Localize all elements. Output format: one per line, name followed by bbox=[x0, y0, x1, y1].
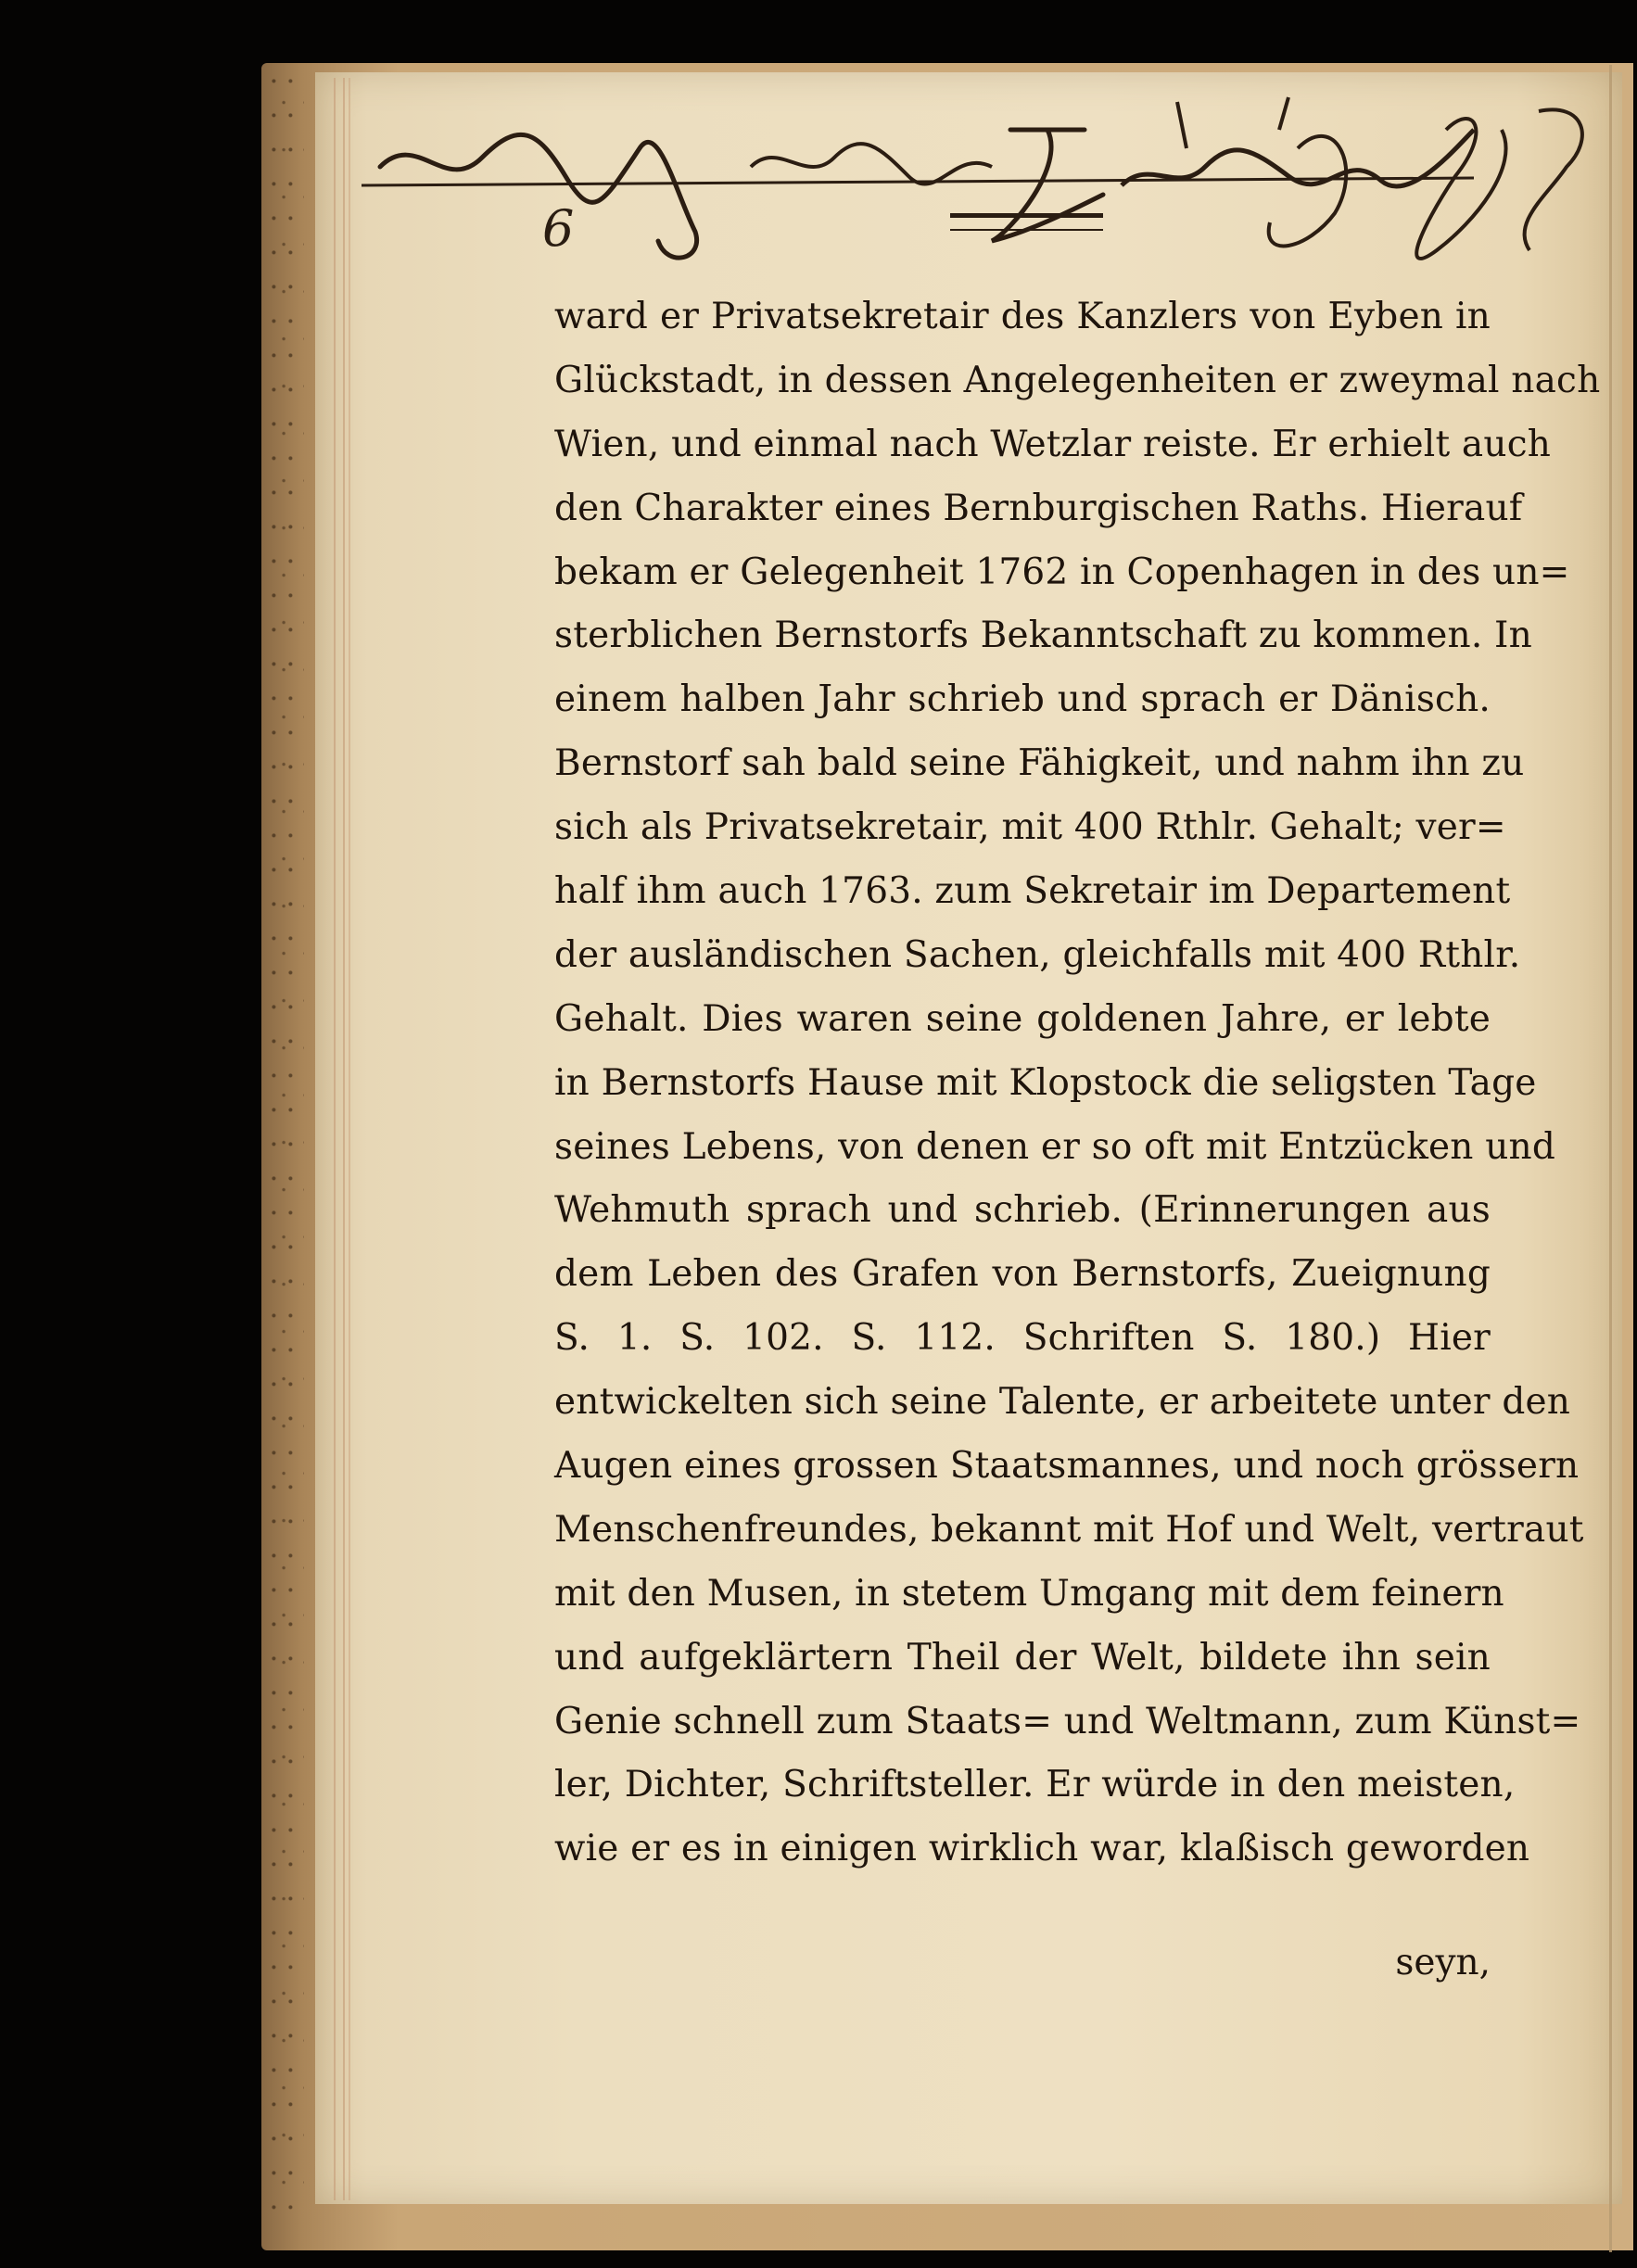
text-line: bekam er Gelegenheit 1762 in Copenhagen in des un= bbox=[554, 551, 1570, 593]
text-line: wie er es in einigen wirklich war, klaßisch geworden bbox=[554, 1828, 1530, 1870]
text-line: sich als Privatsekretair, mit 400 Rthlr. Gehalt; ver= bbox=[554, 806, 1506, 849]
text-line: Augen eines grossen Staatsmannes, und noch grössern bbox=[554, 1445, 1580, 1488]
catchword: seyn, bbox=[1395, 1942, 1491, 1983]
text-line: der ausländischen Sachen, gleichfalls mit 400 Rthlr. bbox=[554, 933, 1521, 976]
text-line: den Charakter eines Bernburgischen Raths. Hierauf bbox=[554, 487, 1523, 529]
page-number: 6 bbox=[542, 199, 575, 258]
text-line: Wehmuth sprach und schrieb. (Erinnerungen aus bbox=[554, 1189, 1491, 1232]
body-text bbox=[554, 289, 1601, 1885]
text-line: Wien, und einmal nach Wetzlar reiste. Er erhielt auch bbox=[554, 423, 1552, 465]
foxing-spots bbox=[269, 74, 304, 2224]
page-edge-lines bbox=[334, 78, 345, 2200]
text-line: Glückstadt, in dessen Angelegenheiten er zweymal nach bbox=[554, 359, 1601, 401]
text-line: ward er Privatsekretair des Kanzlers von Eyben in bbox=[554, 296, 1491, 337]
text-line: Gehalt. Dies waren seine goldenen Jahre, er lebte bbox=[554, 997, 1491, 1040]
text-line: in Bernstorfs Hause mit Klopstock die seligsten Tage bbox=[554, 1061, 1537, 1104]
gutter-line bbox=[1609, 65, 1612, 2252]
text-line: mit den Musen, in stetem Umgang mit dem feinern bbox=[554, 1572, 1504, 1615]
page-edge-line-inner bbox=[349, 78, 350, 2200]
text-line: seines Lebens, von denen er so oft mit Entzücken und bbox=[554, 1125, 1556, 1168]
text-line: half ihm auch 1763. zum Sekretair im Departement bbox=[554, 870, 1511, 913]
header-rule bbox=[950, 213, 1103, 231]
handwritten-annotation bbox=[362, 93, 1613, 297]
text-line: entwickelten sich seine Talente, er arbeitete unter den bbox=[554, 1381, 1571, 1424]
text-line: sterblichen Bernstorfs Bekanntschaft zu kommen. In bbox=[554, 615, 1532, 657]
text-line: ler, Dichter, Schriftsteller. Er würde in den meisten, bbox=[554, 1764, 1516, 1806]
text-line: Bernstorf sah bald seine Fähigkeit, und nahm ihn zu bbox=[554, 742, 1525, 785]
text-line: dem Leben des Grafen von Bernstorfs, Zueignung bbox=[554, 1253, 1491, 1296]
text-line: einem halben Jahr schrieb und sprach er Dänisch. bbox=[554, 678, 1491, 721]
text-line: und aufgeklärtern Theil der Welt, bildete ihn sein bbox=[554, 1636, 1491, 1679]
text-line: S. 1. S. 102. S. 112. Schriften S. 180.) Hier bbox=[554, 1317, 1491, 1360]
text-line: Menschenfreundes, bekannt mit Hof und Welt, vertraut bbox=[554, 1508, 1584, 1551]
text-line: Genie schnell zum Staats= und Weltmann, zum Künst= bbox=[554, 1700, 1581, 1742]
